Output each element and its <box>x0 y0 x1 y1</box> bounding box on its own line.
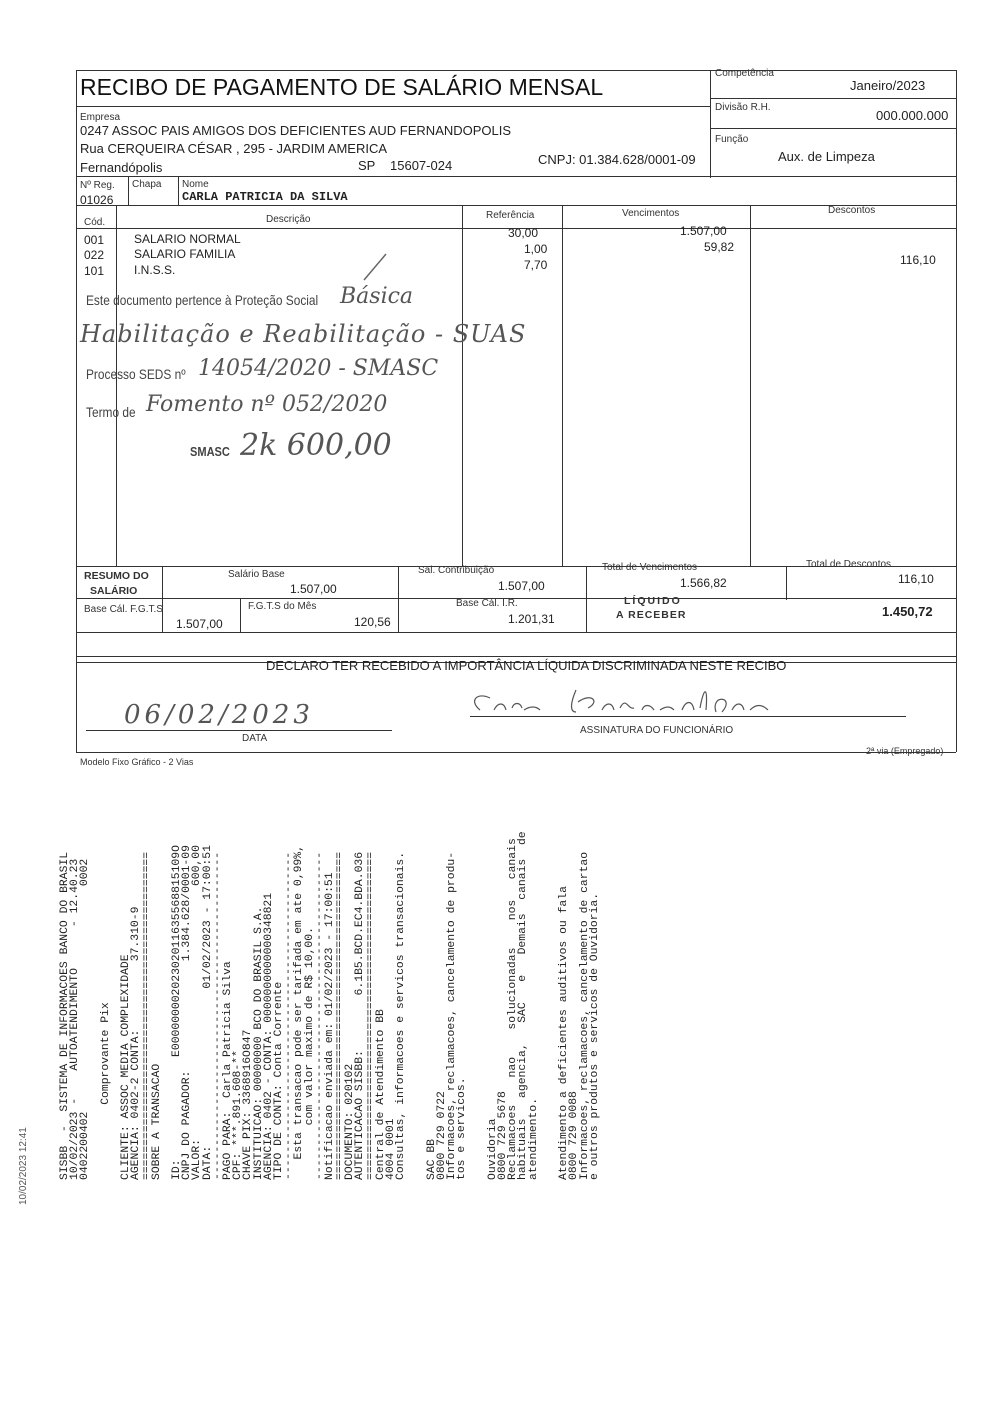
stamp-line4-hand: Fomento nº 052/2020 <box>146 392 388 417</box>
total-vencimentos-label: Total de Vencimentos <box>602 562 698 573</box>
stamp-line2-hand: Habilitação e Reabilitação - SUAS <box>80 320 527 348</box>
receipt-line <box>478 420 488 1180</box>
receipt-line: Reclamacoes nao solucionadas nos canais <box>507 838 520 1180</box>
sal-contribuicao-label: Sal. Contribuição <box>418 565 495 576</box>
base-ir-value: 1.201,31 <box>508 612 555 626</box>
receipt-line: CLIENTE: ASSOC MEDIA COMPLEXIDADE <box>120 954 133 1180</box>
sal-contribuicao-value: 1.507,00 <box>498 579 545 593</box>
signature-label: ASSINATURA DO FUNCIONÁRIO <box>580 725 734 736</box>
receipt-line: Esta transacao pode ser tarifada em ate 0,99%, <box>293 845 306 1180</box>
row-descricao: I.N.S.S. <box>134 263 176 277</box>
receipt-line: PAGO PARA: Carla Patricia Silva <box>222 961 234 1180</box>
row-cod: 101 <box>84 264 105 278</box>
empresa-state: SP <box>358 158 376 173</box>
receipt-line: 0800 729 0088 <box>568 1091 581 1180</box>
competencia-value: Janeiro/2023 <box>850 78 926 93</box>
receipt-line <box>406 420 416 1180</box>
receipt-line: Consultas, informacoes e servicos transacionais. <box>395 851 408 1180</box>
receipt-line: INSTITUICAO: 00000000 BCO DO BRASIL S.A. <box>252 906 265 1180</box>
receipt-line: ================================================ <box>364 851 377 1180</box>
scan-timestamp: 10/02/2023 12:41 <box>18 1127 29 1205</box>
total-descontos-value: 116,10 <box>898 572 934 586</box>
receipt-line: AUTENTICACAO SISBB: 6.1B5.BCD.EC4.BDA.036 <box>354 851 367 1180</box>
empresa-label: Empresa <box>80 112 121 123</box>
receipt-line: SOBRE A TRANSACAO <box>150 1063 163 1180</box>
total-descontos-label: Total de Descontos <box>806 559 892 570</box>
funcao-value: Aux. de Limpeza <box>778 149 875 164</box>
vias-label: 2ª via (Empregado) <box>866 746 944 756</box>
empresa-cep: 15607-024 <box>390 158 453 173</box>
receipt-line <box>417 420 427 1180</box>
stamp-line3-hand: 14054/2020 - SMASC <box>198 356 439 381</box>
receipt-line: e outros produtos e servicos de Ouvidoria. <box>588 892 601 1180</box>
receipt-line: 0800 729 0722 <box>435 1091 448 1180</box>
fgts-mes-label: F.G.T.S do Mês <box>248 601 317 612</box>
th-cod: Cód. <box>84 217 106 228</box>
competencia-label: Competência <box>715 68 774 79</box>
receipt-line: 0402200402 0002 <box>79 858 92 1180</box>
receipt-line <box>468 420 478 1180</box>
row-cod: 001 <box>84 233 105 247</box>
nome-value: CARLA PATRICIA DA SILVA <box>182 190 348 204</box>
stamp-line5-print: SMASC <box>190 444 230 459</box>
divisao-label: Divisão R.H. <box>715 102 771 113</box>
receipt-line: ------------------------------------------------ <box>211 851 224 1180</box>
receipt-line: DOCUMENTO: 020102 <box>344 1063 357 1180</box>
receipt-line: Comprovante Pix <box>99 1002 112 1180</box>
total-vencimentos-value: 1.566,82 <box>680 576 727 590</box>
receipt-line: ------------------------------------------------ <box>283 851 296 1180</box>
receipt-line: Central de Atendimento BB <box>374 1009 387 1180</box>
salario-base-label: Salário Base <box>228 569 285 580</box>
row-referencia: 1,00 <box>524 242 548 256</box>
receipt-line: VALOR: 600,00 <box>191 845 204 1180</box>
salario-base-value: 1.507,00 <box>290 582 337 596</box>
empresa-cnpj: CNPJ: 01.384.628/0001-09 <box>538 152 696 167</box>
row-cod: 022 <box>84 248 105 262</box>
empresa-name: 0247 ASSOC PAIS AMIGOS DOS DEFICIENTES AUD FERNANDOPOLIS <box>80 123 512 138</box>
row-vencimentos: 59,82 <box>704 240 735 254</box>
receipt-line: AGENCIA: 0402 - CONTA: 0000000000000348821 <box>262 892 275 1180</box>
date-handwritten: 06/02/2023 <box>124 700 314 730</box>
th-referencia: Referência <box>486 210 535 221</box>
th-vencimentos: Vencimentos <box>622 208 680 219</box>
receipt-line: Notificacao enviada em: 01/02/2023 - 17:00:51 <box>323 872 336 1180</box>
th-descontos: Descontos <box>828 205 876 216</box>
date-label: DATA <box>242 733 268 744</box>
base-fgts-value: 1.507,00 <box>176 617 223 631</box>
receipt-line: Informacoes, reclamacoes, cancelamento de cartao <box>578 851 591 1180</box>
document-title: RECIBO DE PAGAMENTO DE SALÁRIO MENSAL <box>80 74 604 100</box>
receipt-line <box>539 420 549 1180</box>
row-descricao: SALARIO NORMAL <box>134 232 241 246</box>
receipt-line: 0800 729 5678 <box>497 1091 510 1180</box>
receipt-line: DATA: 01/02/2023 - 17:00:51 <box>201 845 214 1180</box>
funcao-label: Função <box>715 134 749 145</box>
receipt-line: CPF: ***.891.608-** <box>232 1050 245 1180</box>
receipt-line: atendimento. <box>527 1097 540 1180</box>
receipt-line: ================================================ <box>334 851 347 1180</box>
empresa-city: Fernandópolis <box>80 160 163 175</box>
stamp-line3-print: Processo SEDS nº <box>86 366 186 382</box>
receipt-line: Informacoes, reclamacoes, cancelamento de produ- <box>446 851 459 1180</box>
receipt-line: ------------------------------------------------ <box>313 851 326 1180</box>
declaracao-text: DECLARO TER RECEBIDO A IMPORTÂNCIA LÍQUIDA DISCRIMINADA NESTE RECIBO <box>266 658 787 673</box>
receipt-line: tos e servicos. <box>456 1077 469 1180</box>
th-descricao: Descrição <box>266 214 311 225</box>
row-referencia: 7,70 <box>524 258 548 272</box>
receipt-line: Atendimento a deficientes auditivos ou fala <box>558 886 571 1180</box>
base-ir-label: Base Cál. I.R. <box>456 598 518 609</box>
receipt-line: 4004 0001 <box>385 1118 397 1180</box>
empresa-address: Rua CERQUEIRA CÉSAR , 295 - JARDIM AMERICA <box>80 141 388 156</box>
row-vencimentos: 1.507,00 <box>680 224 727 238</box>
receipt-line: CNPJ DO PAGADOR: 1.384.628/0001-09 <box>181 845 194 1180</box>
liquido-value: 1.450,72 <box>882 604 933 619</box>
liquido-label-1: LÍQUIDO <box>624 595 682 607</box>
liquido-label-2: A RECEBER <box>616 609 687 621</box>
reg-label: Nº Reg. <box>80 180 115 191</box>
divisao-value: 000.000.000 <box>876 108 949 123</box>
receipt-line: ID: E00000000202302011635568815109O <box>171 845 184 1180</box>
fgts-mes-value: 120,56 <box>354 615 391 629</box>
stamp-slash-mark <box>360 252 390 282</box>
stamp-line4-print: Termo de <box>86 404 136 420</box>
resumo-label-1: RESUMO DO <box>84 570 149 582</box>
stamp-line5-hand: 2k 600,00 <box>240 428 392 463</box>
receipt-line: habituais agencia, SAC e Demais canais de <box>517 831 530 1180</box>
stamp-line1-print: Este documento pertence à Proteção Social <box>86 292 319 308</box>
receipt-line: ================================================ <box>140 851 153 1180</box>
receipt-line: AGENCIA: 0402-2 CONTA: 37.310-9 <box>130 906 143 1180</box>
chapa-label: Chapa <box>132 179 162 190</box>
receipt-line: Ouvidoria <box>486 1118 499 1180</box>
receipt-line: SAC BB <box>425 1138 438 1180</box>
receipt-line: CHAVE PIX: 3368916O847 <box>242 1029 255 1180</box>
row-referencia: 30,00 <box>508 226 539 240</box>
receipt-line: SISBB - SISTEMA DE INFORMACOES BANCO DO BRASIL <box>59 851 71 1180</box>
receipt-line: 10/02/2023 - AUTOATENDIMENTO - 12.40.23 <box>69 858 82 1180</box>
row-descricao: SALARIO FAMILIA <box>134 247 236 261</box>
resumo-label-2: SALÁRIO <box>90 585 138 597</box>
nome-label: Nome <box>182 179 209 190</box>
reg-value: 01026 <box>80 193 114 207</box>
row-descontos: 116,10 <box>900 253 936 267</box>
receipt-line: TIPO DE CONTA: Conta Corrente <box>272 981 285 1180</box>
stamp-line1-hand: Básica <box>340 284 414 309</box>
receipt-line: com valor maximo de R$ 10,00. <box>303 927 316 1180</box>
modelo-label: Modelo Fixo Gráfico - 2 Vias <box>80 757 194 767</box>
base-fgts-label: Base Cál. F.G.T.S <box>84 604 163 615</box>
